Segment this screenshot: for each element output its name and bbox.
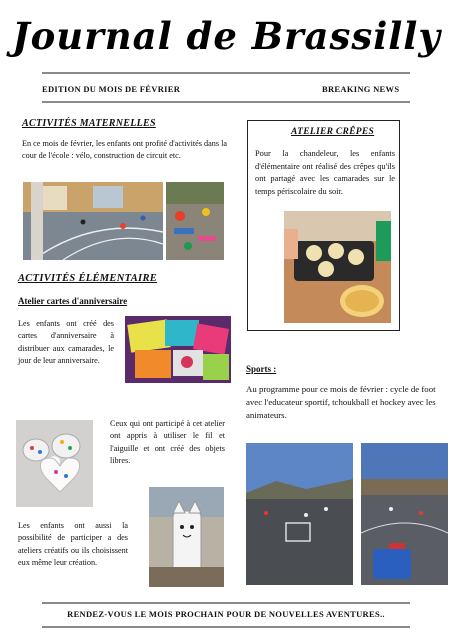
hockey-photo <box>361 443 448 585</box>
crepes-photo <box>284 211 391 323</box>
crepes-title: ATELIER CRÊPES <box>291 127 375 137</box>
edition-label: EDITION DU MOIS DE FÉVRIER <box>42 84 181 94</box>
cards-text: Les enfants ont créé des cartes d'anniversaire à distribuer aux camarades, le jour de leur anniversaire. <box>18 319 114 366</box>
maternelles-text: En ce mois de février, les enfants ont profité d'activités dans la cour de l'école : vélo, construction de circuit etc. <box>22 139 227 161</box>
creative-photo <box>149 487 224 587</box>
footer-rule-top <box>42 602 410 604</box>
footer-text: RENDEZ-VOUS LE MOIS PROCHAIN POUR DE NOUVELLES AVENTURES.. <box>67 609 385 619</box>
creative-text: Les enfants ont aussi la possibilité de participer a des ateliers créatifs ou ils choisissent eux même leur création. <box>18 521 128 568</box>
newspaper-masthead: Journal de Brassilly <box>12 14 441 58</box>
footer-rule-bottom <box>42 626 410 628</box>
elementaire-title: ACTIVITÉS ÉLÉMENTAIRE <box>18 273 158 284</box>
playground-photo <box>23 182 163 260</box>
sports-title: Sports : <box>246 364 277 374</box>
breaking-news-label: BREAKING NEWS <box>322 84 400 94</box>
birthday-cards-photo <box>125 316 231 383</box>
foot-photo <box>246 443 353 585</box>
sewing-text: Ceux qui ont participé à cet atelier ont appris à utiliser le fil et l'aiguille et ont créé des objets libres. <box>110 419 225 466</box>
cards-subtitle: Atelier cartes d'anniversaire <box>18 296 128 306</box>
header-rule-bottom <box>42 101 410 103</box>
circuit-photo <box>166 182 224 260</box>
sewing-objects-photo <box>16 420 93 507</box>
crepes-text: Pour la chandeleur, les enfants d'élémentaire ont réalisé des crêpes qu'ils ont partagé avec les camarades sur le temps périscolaire du soir. <box>255 149 395 196</box>
sports-text: Au programme pour ce mois de février : cycle de foot avec l'educateur sportif, tchoukball et hockey avec les animateurs. <box>246 384 436 420</box>
header-rule-top <box>42 72 410 74</box>
maternelles-title: ACTIVITÉS MATERNELLES <box>22 118 156 129</box>
